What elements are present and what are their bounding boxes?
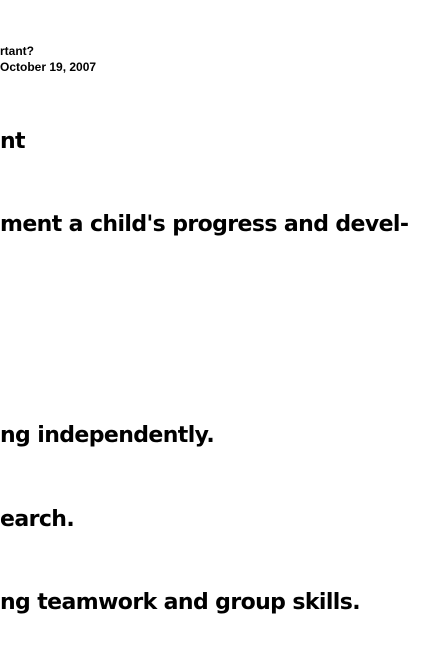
body-line-research: earch. <box>0 507 75 532</box>
body-line-teamwork: ng teamwork and group skills. <box>0 590 360 615</box>
header-date-fragment: October 19, 2007 <box>0 60 97 74</box>
section-heading-fragment: nt <box>0 129 25 154</box>
body-line-progress: ment a child's progress and devel- <box>0 212 409 237</box>
body-line-independently: ng independently. <box>0 423 215 448</box>
header-title-fragment: rtant? <box>0 44 34 58</box>
